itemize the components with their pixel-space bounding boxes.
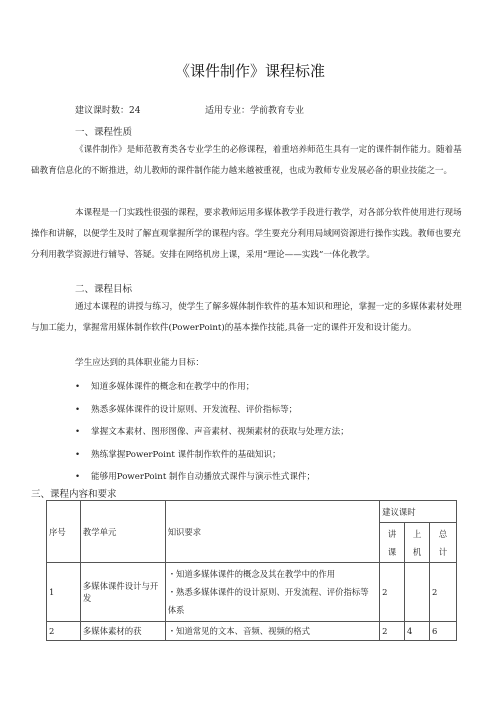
suggested-hours: 建议课时数：24 xyxy=(75,106,141,116)
row-lab xyxy=(405,563,430,622)
row-total: 2 xyxy=(429,563,456,622)
list-item: • 能够用PowerPoint 制作自动播放式课件与演示性式课件； xyxy=(75,466,470,489)
header-hours-group: 建议课时 xyxy=(380,501,457,523)
row-lecture: 2 xyxy=(380,622,405,641)
section-2-paragraph-2: 学生应达到的具体职业能力目标： xyxy=(75,358,204,368)
row-knowledge: ・知道多媒体课件的概念及其在教学中的作用 ・熟悉多媒体课件的设计原则、开发流程、评价指标等 体系 xyxy=(165,563,379,622)
table-row xyxy=(47,622,457,641)
header-total: 总 计 xyxy=(429,523,456,563)
header-unit: 教学单元 xyxy=(80,501,165,563)
header-lecture: 讲 课 xyxy=(380,523,405,563)
section-3-heading: 三、课程内容和要求 xyxy=(31,489,117,500)
section-1-paragraph-2: 本课程是一门实践性很强的课程，要求教师运用多媒体教学手段进行教学，对各部分软件使用进行现场操作和讲解，以便学生及时了解直观掌握所学的课程内容。学生要充分利用局域网资源进行操作实践。教师也要充分利用教学资源进行辅导、答疑。安排在网络机房上课，采用“理论——实践”一体化教学。 xyxy=(31,208,462,260)
list-item: • 熟练掌握PowerPoint 课件制作软件的基础知识； xyxy=(75,444,470,467)
ability-goals-list xyxy=(75,376,470,489)
section-2-paragraph-1: 通过本课程的讲授与练习，使学生了解多媒体制作软件的基本知识和理论，掌握一定的多媒体素材处理与加工能力，掌握常用媒体制作软件(PowerPoint)的基本操作技能,具备一定的课件开发和设计能力。 xyxy=(31,302,462,333)
applicable-major: 适用专业：学前教育专业 xyxy=(205,106,305,116)
row-seq: 2 xyxy=(47,622,81,641)
document-title: 《课件制作》课程标准 xyxy=(174,62,325,80)
section-2-heading: 二、课程目标 xyxy=(75,284,133,295)
section-1-paragraph-1: 《课件制作》是师范教育类各专业学生的必修课程，着重培养师范生具有一定的课件制作能力。随着基础教育信息化的不断推进，幼儿教师的课件制作能力越来越被重视，也成为教师专业发展必备的职业技能之一。 xyxy=(31,145,462,176)
list-item: • 掌握文本素材、图形图像、声音素材、视频素材的获取与处理方法； xyxy=(75,421,470,444)
list-item: • 知道多媒体课件的概念和在教学中的作用； xyxy=(75,376,470,399)
header-lab: 上 机 xyxy=(405,523,430,563)
course-content-table xyxy=(46,500,457,641)
row-total: 6 xyxy=(429,622,456,641)
row-knowledge: ・知道常见的文本、音频、视频的格式 xyxy=(165,622,379,641)
header-seq: 序号 xyxy=(47,501,81,563)
row-unit: 多媒体课件设计与开发 xyxy=(80,563,165,622)
row-seq: 1 xyxy=(47,563,81,622)
section-1-heading: 一、课程性质 xyxy=(75,127,133,138)
row-unit: 多媒体素材的获 xyxy=(80,622,165,641)
row-lecture: 2 xyxy=(380,563,405,622)
row-lab: 4 xyxy=(405,622,430,641)
header-knowledge: 知识要求 xyxy=(165,501,379,563)
list-item: • 熟悉多媒体课件的设计原则、开发流程、评价指标等； xyxy=(75,399,470,422)
table-row xyxy=(47,563,457,622)
